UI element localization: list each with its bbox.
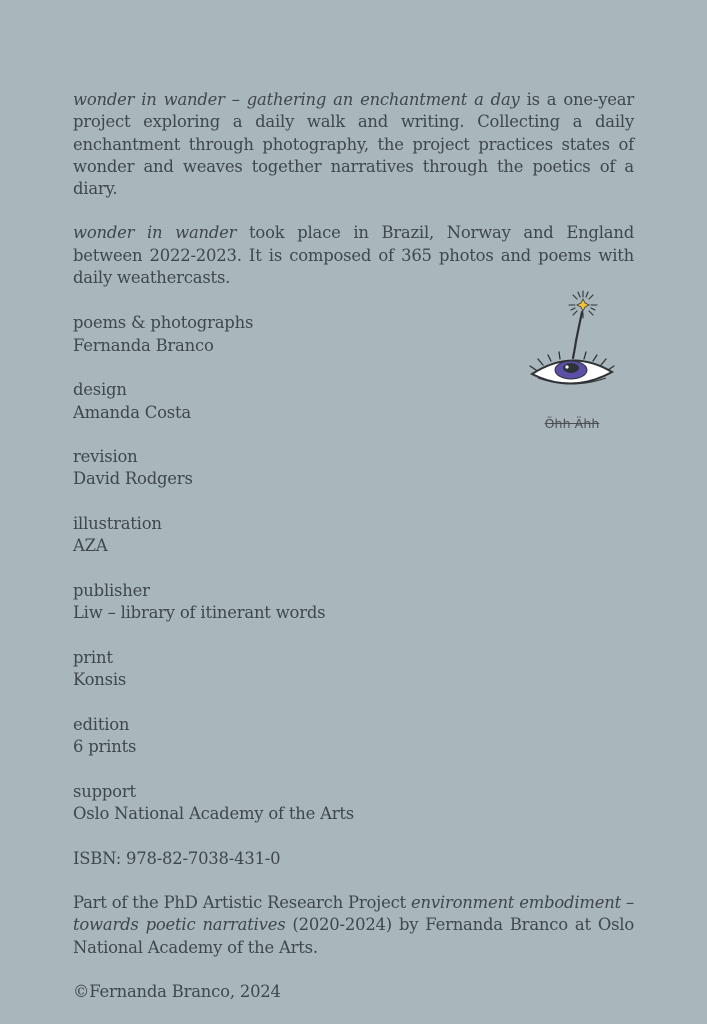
project-location-text: took place in Brazil, Norway and England between 2022-2023. It is composed of 365 photos and poems with daily weathercasts. (73, 223, 634, 288)
research-project-note (73, 892, 634, 959)
credit-edition (73, 714, 433, 759)
illustration-caption: Õhh Ähh (544, 416, 600, 431)
credit-illustration (73, 513, 433, 558)
credit-person: Liw – library of itinerant words (73, 603, 326, 623)
eye-with-sparkler-icon (526, 286, 618, 396)
credit-role: support (73, 781, 136, 801)
credit-role: revision (73, 447, 138, 467)
credit-support (73, 781, 433, 826)
research-project-title: environment embodiment – towards poetic narratives (73, 893, 634, 935)
colophon-page (73, 89, 634, 1004)
credit-poems (73, 312, 433, 357)
project-title-short: wonder in wander (73, 223, 237, 243)
credit-print (73, 647, 433, 692)
project-description-text: is a one-year project exploring a daily walk and writing. Collecting a daily enchantment through photography, the project practices states of wonder and weaves together narratives through the poetics of a diary. (73, 90, 634, 199)
credit-publisher (73, 580, 433, 625)
research-note-after: (2020-2024) by Fernanda Branco at Oslo National Academy of the Arts. (73, 915, 634, 957)
credit-person: Konsis (73, 670, 127, 690)
project-location (73, 222, 634, 289)
credit-role: publisher (73, 580, 150, 600)
credits-list (73, 312, 433, 825)
illustration (526, 286, 618, 446)
research-note-before: Part of the PhD Artistic Research Project (73, 893, 411, 913)
credit-person: AZA (73, 536, 108, 556)
credit-person: Fernanda Branco (73, 335, 214, 355)
credit-revision (73, 446, 433, 491)
credit-person: Amanda Costa (73, 402, 191, 422)
project-title: wonder in wander – gathering an enchantment a day (73, 90, 520, 109)
credit-role: design (73, 380, 127, 400)
credit-role: print (73, 647, 113, 667)
project-description (73, 89, 634, 200)
credit-person: 6 prints (73, 737, 137, 757)
isbn: ISBN: 978-82-7038-431-0 (73, 848, 281, 868)
credit-person: David Rodgers (73, 469, 193, 489)
copyright-notice: ©Fernanda Branco, 2024 (73, 982, 281, 1002)
credit-role: poems & photographs (73, 313, 254, 333)
credit-role: edition (73, 714, 130, 734)
credit-person: Oslo National Academy of the Arts (73, 803, 355, 823)
credit-design (73, 379, 433, 424)
credit-role: illustration (73, 514, 162, 534)
